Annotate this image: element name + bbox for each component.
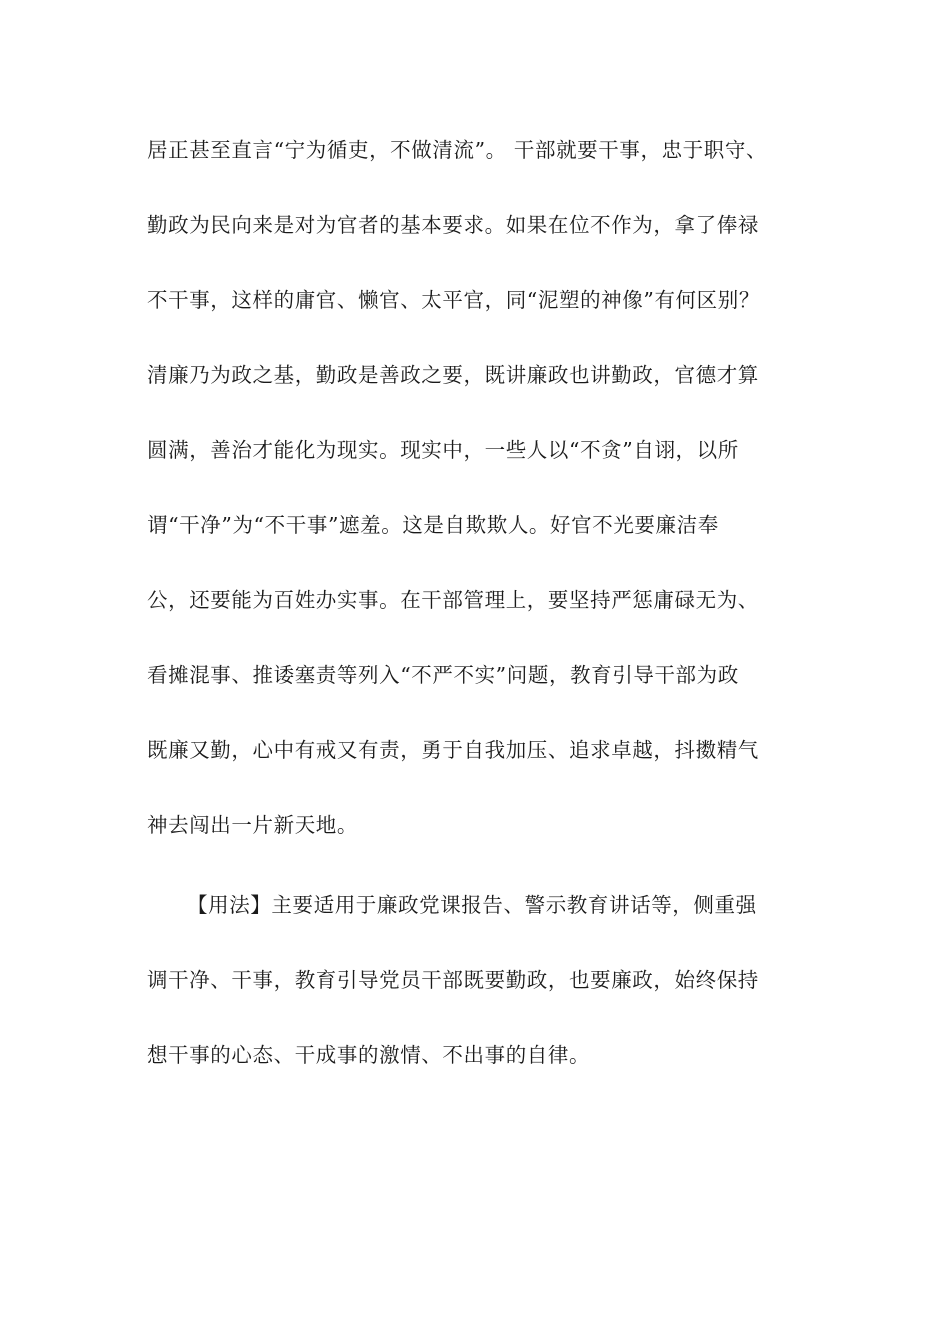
- text-line: 调干净、干事，教育引导党员干部既要勤政，也要廉政，始终保持: [147, 968, 759, 992]
- text-line: 公，还要能为百姓办实事。在干部管理上，要坚持严惩庸碌无为、: [147, 588, 759, 612]
- text-line: 既廉又勤，心中有戒又有责，勇于自我加压、追求卓越，抖擞精气: [147, 738, 759, 762]
- text-line: 【用法】主要适用于廉政党课报告、警示教育讲话等，侧重强: [187, 893, 757, 917]
- text-line: 勤政为民向来是对为官者的基本要求。如果在位不作为，拿了俸禄: [147, 213, 759, 237]
- text-line: 圆满，善治才能化为现实。现实中，一些人以“不贪”自诩，以所: [147, 438, 739, 462]
- text-line: 居正甚至直言“宁为循吏，不做清流”。 干部就要干事，忠于职守、: [147, 138, 768, 162]
- text-line: 不干事，这样的庸官、懒官、太平官，同“泥塑的神像”有何区别？: [147, 288, 760, 312]
- text-line: 想干事的心态、干成事的激情、不出事的自律。: [147, 1043, 591, 1067]
- text-line: 看摊混事、推诿塞责等列入“不严不实”问题，教育引导干部为政: [147, 663, 739, 687]
- text-line: 清廉乃为政之基，勤政是善政之要，既讲廉政也讲勤政，官德才算: [147, 363, 759, 387]
- text-line: 神去闯出一片新天地。: [147, 813, 358, 837]
- text-line: 谓“干净”为“不干事”遮羞。这是自欺欺人。好官不光要廉洁奉: [147, 513, 719, 537]
